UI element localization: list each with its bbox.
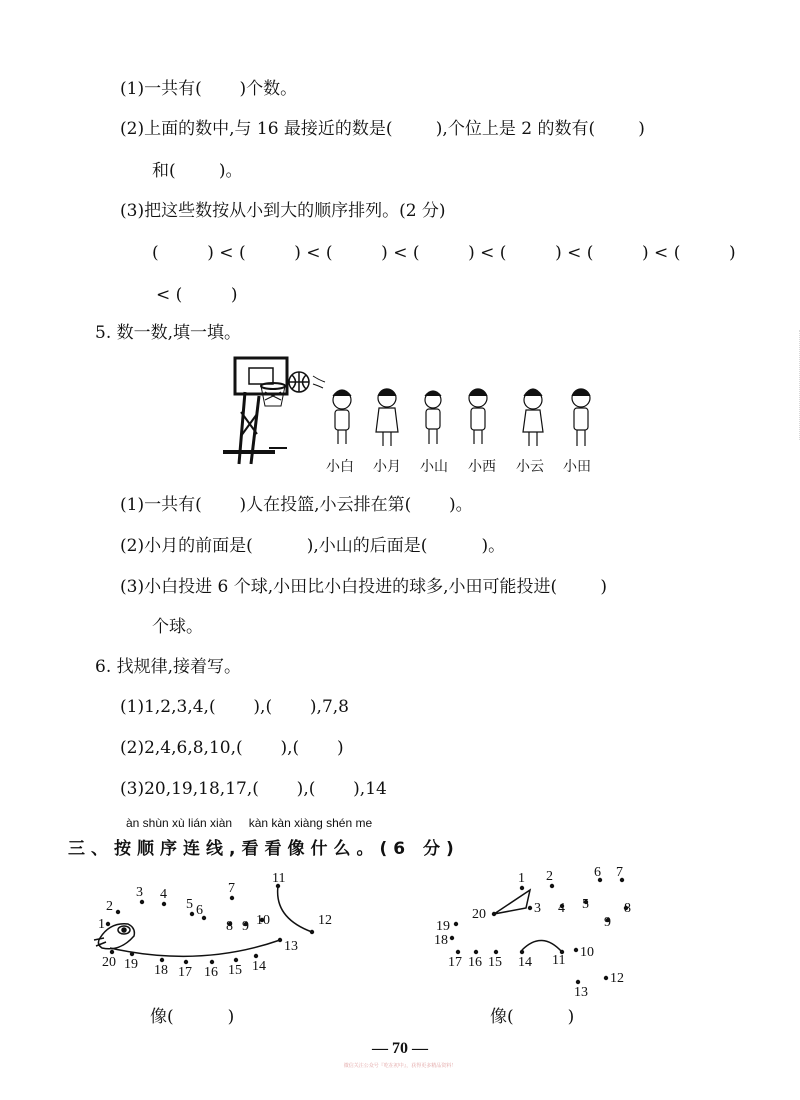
s6-title: 6. 找规律,接着写。 — [95, 657, 242, 677]
right-dot-13 — [574, 980, 588, 1000]
left-dot-17 — [178, 960, 192, 980]
left-dot-8 — [226, 919, 233, 934]
s4-q1: (1)一共有( )个数。 — [120, 79, 298, 99]
left-dot-19 — [124, 952, 138, 972]
left-dot-7 — [228, 881, 235, 900]
s5-q3-line2: 个球。 — [152, 617, 203, 637]
child-icon — [376, 389, 398, 446]
right-dot-2 — [546, 869, 554, 888]
svg-text:2: 2 — [106, 899, 113, 914]
s4-q2-line2: 和( )。 — [152, 161, 243, 181]
svg-text:14: 14 — [518, 955, 532, 970]
left-dot-2 — [106, 899, 120, 914]
svg-text:10: 10 — [256, 913, 270, 928]
s5-title: 5. 数一数,填一填。 — [95, 323, 242, 343]
left-dot-12 — [310, 913, 332, 934]
right-dot-20 — [472, 907, 496, 922]
svg-text:4: 4 — [558, 901, 565, 916]
dot-puzzle-left — [90, 871, 350, 1008]
svg-text:1: 1 — [518, 871, 525, 886]
svg-text:9: 9 — [604, 915, 611, 930]
left-dot-13 — [278, 938, 298, 954]
right-dot-12 — [604, 971, 624, 986]
answer-left: 像( ) — [150, 1007, 235, 1027]
svg-text:17: 17 — [448, 955, 462, 970]
right-dot-7 — [616, 865, 624, 882]
child-icon — [469, 389, 487, 444]
child-name-label: 小西 — [468, 459, 496, 475]
svg-text:18: 18 — [154, 963, 168, 978]
left-dot-15 — [228, 958, 242, 978]
child-icon — [523, 389, 543, 446]
left-dot-16 — [204, 960, 218, 980]
s6-q3: (3)20,19,18,17,( ),( ),14 — [120, 779, 387, 799]
basketball-icon — [289, 372, 325, 392]
child-name-label: 小月 — [373, 459, 401, 475]
right-dot-18 — [434, 933, 454, 948]
right-dot-6 — [594, 865, 602, 882]
right-dot-11 — [552, 950, 565, 968]
svg-text:18: 18 — [434, 933, 448, 948]
s5-q1: (1)一共有( )人在投篮,小云排在第( )。 — [120, 495, 473, 515]
s6-q1: (1)1,2,3,4,( ),( ),7,8 — [120, 697, 349, 717]
svg-text:7: 7 — [616, 865, 623, 880]
left-dot-11 — [272, 871, 285, 888]
left-dot-6 — [196, 903, 206, 920]
right-dot-10 — [574, 945, 594, 960]
s6-q2: (2)2,4,6,8,10,( ),( ) — [120, 738, 344, 758]
right-dot-1 — [518, 871, 525, 890]
svg-text:19: 19 — [124, 957, 138, 972]
svg-text:6: 6 — [196, 903, 203, 918]
s4-q2-line1: (2)上面的数中,与 16 最接近的数是( ),个位上是 2 的数有( ) — [120, 119, 645, 139]
svg-text:13: 13 — [574, 985, 588, 1000]
child-name-label: 小白 — [326, 459, 354, 475]
left-dot-14 — [252, 954, 266, 974]
left-dot-10 — [256, 913, 270, 928]
svg-text:2: 2 — [546, 869, 553, 884]
child-icon — [572, 389, 590, 446]
right-dot-15 — [488, 950, 502, 970]
right-dot-8 — [624, 901, 631, 916]
svg-text:9: 9 — [242, 919, 249, 934]
svg-text:4: 4 — [160, 887, 167, 902]
s4-sequence-row2: < ( ) — [156, 285, 238, 305]
s5-q2: (2)小月的前面是( ),小山的后面是( )。 — [120, 536, 506, 556]
svg-text:12: 12 — [610, 971, 624, 986]
children-figures — [333, 389, 590, 446]
s4-q3: (3)把这些数按从小到大的顺序排列。(2 分) — [120, 201, 446, 221]
left-dot-18 — [154, 958, 168, 978]
right-dot-5 — [582, 897, 589, 912]
svg-text:1: 1 — [98, 917, 105, 932]
page-number: — 70 — — [372, 1040, 428, 1057]
svg-text:16: 16 — [204, 965, 218, 980]
right-dot-14 — [518, 950, 532, 970]
basketball-illustration — [215, 352, 615, 472]
right-dot-19 — [436, 919, 458, 934]
child-name-label: 小山 — [420, 459, 448, 475]
page-edge-mark — [785, 330, 800, 440]
right-dot-3 — [528, 901, 541, 916]
svg-text:16: 16 — [468, 955, 482, 970]
svg-text:5: 5 — [186, 897, 193, 912]
left-dot-4 — [160, 887, 167, 906]
child-icon — [333, 390, 351, 444]
right-dot-4 — [558, 901, 565, 916]
svg-text:20: 20 — [472, 907, 486, 922]
svg-text:5: 5 — [582, 897, 589, 912]
part3-heading: 三、按顺序连线,看看像什么。(6 分) — [68, 839, 460, 859]
puzzle-right-lines — [494, 890, 562, 952]
svg-text:15: 15 — [228, 963, 242, 978]
left-dot-20 — [102, 950, 116, 970]
svg-text:8: 8 — [624, 901, 631, 916]
svg-text:8: 8 — [226, 919, 233, 934]
svg-text:3: 3 — [534, 901, 541, 916]
right-dot-17 — [448, 950, 462, 970]
right-dot-9 — [604, 915, 611, 930]
svg-text:17: 17 — [178, 965, 192, 980]
child-name-label: 小田 — [563, 459, 591, 475]
left-dot-3 — [136, 885, 144, 904]
left-dot-5 — [186, 897, 194, 916]
left-dot-9 — [242, 919, 249, 934]
page-footer: 微信关注公众号『吃在初中』，获得更多精品资料！ — [343, 1063, 457, 1069]
s4-sequence-row1: ( ) < ( ) < ( ) < ( ) < ( ) < ( ) < ( ) — [152, 243, 736, 263]
child-icon — [425, 391, 441, 444]
svg-text:11: 11 — [272, 871, 286, 886]
basketball-hoop-icon — [223, 358, 287, 464]
svg-text:19: 19 — [436, 919, 450, 934]
answer-right: 像( ) — [490, 1007, 575, 1027]
svg-text:13: 13 — [284, 939, 298, 954]
svg-text:6: 6 — [594, 865, 601, 880]
part3-pinyin: àn shùn xù lián xiàn kàn kàn xiàng shén me — [126, 816, 373, 830]
right-dot-16 — [468, 950, 482, 970]
left-dot-1 — [98, 917, 110, 932]
svg-text:7: 7 — [228, 881, 235, 896]
svg-text:12: 12 — [318, 913, 332, 928]
svg-text:20: 20 — [102, 955, 116, 970]
svg-text:3: 3 — [136, 885, 143, 900]
s5-q3-line1: (3)小白投进 6 个球,小田比小白投进的球多,小田可能投进( ) — [120, 577, 608, 597]
svg-text:15: 15 — [488, 955, 502, 970]
svg-text:10: 10 — [580, 945, 594, 960]
svg-text:14: 14 — [252, 959, 266, 974]
svg-text:11: 11 — [552, 953, 566, 968]
child-name-label: 小云 — [516, 459, 544, 475]
dot-puzzle-right — [430, 865, 650, 1002]
fish-head-outline — [94, 886, 312, 956]
